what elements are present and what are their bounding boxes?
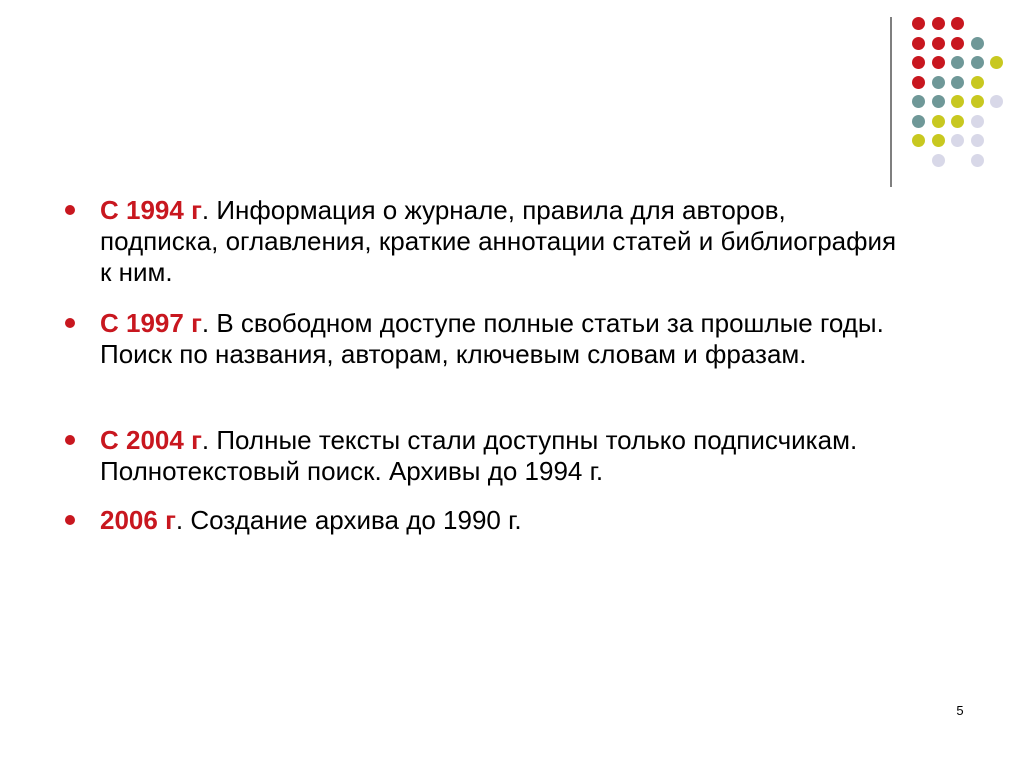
dot-teal-icon [971, 37, 984, 50]
dot-teal-icon [912, 95, 925, 108]
bullet-year: С 2004 г [100, 425, 202, 455]
dot-red-icon [912, 76, 925, 89]
dot-teal-icon [932, 76, 945, 89]
page-number: 5 [956, 703, 964, 718]
bullet-item-1997 [62, 308, 902, 370]
dot-red-icon [932, 56, 945, 69]
bullet-body: . Информация о журнале, правила для авторов, подписка, оглавления, краткие аннотации статей и библиография к ним. [100, 195, 897, 287]
dot-lavender-icon [971, 115, 984, 128]
dot-lavender-icon [971, 134, 984, 147]
dot-lavender-icon [932, 154, 945, 167]
dot-lavender-icon [951, 134, 964, 147]
dot-red-icon [932, 37, 945, 50]
bullet-dot-icon [65, 435, 75, 445]
dot-yellow-icon [971, 76, 984, 89]
dot-red-icon [951, 37, 964, 50]
dot-yellow-icon [912, 134, 925, 147]
bullet-dot-icon [65, 515, 75, 525]
bullet-text [100, 505, 902, 536]
dot-lavender-icon [971, 154, 984, 167]
dot-teal-icon [912, 115, 925, 128]
bullet-year: С 1994 г [100, 195, 202, 225]
bullet-text [100, 308, 902, 370]
dot-yellow-icon [932, 134, 945, 147]
dot-lavender-icon [990, 95, 1003, 108]
dot-grid-decoration [0, 0, 1024, 200]
bullet-item-2004 [62, 425, 902, 487]
dot-yellow-icon [971, 95, 984, 108]
dot-teal-icon [951, 76, 964, 89]
dot-teal-icon [971, 56, 984, 69]
bullet-dot-icon [65, 318, 75, 328]
bullet-item-1994 [62, 195, 902, 288]
dot-red-icon [912, 17, 925, 30]
dot-teal-icon [951, 56, 964, 69]
bullet-body: . Создание архива до 1990 г. [175, 505, 522, 535]
dot-yellow-icon [990, 56, 1003, 69]
dot-yellow-icon [951, 95, 964, 108]
dot-yellow-icon [932, 115, 945, 128]
dot-red-icon [951, 17, 964, 30]
vertical-divider [890, 17, 892, 187]
bullet-body: . В свободном доступе полные статьи за прошлые годы. Поиск по названия, авторам, ключевым словам и фразам. [100, 308, 884, 369]
bullet-body: . Полные тексты стали доступны только подписчикам. Полнотекстовый поиск. Архивы до 1994 г. [100, 425, 858, 486]
bullet-text [100, 195, 902, 288]
bullet-text [100, 425, 902, 487]
dot-red-icon [932, 17, 945, 30]
dot-red-icon [912, 56, 925, 69]
bullet-year: 2006 г [100, 505, 176, 535]
dot-yellow-icon [951, 115, 964, 128]
dot-red-icon [912, 37, 925, 50]
bullet-dot-icon [65, 205, 75, 215]
bullet-item-2006 [62, 505, 902, 536]
dot-teal-icon [932, 95, 945, 108]
bullet-year: С 1997 г [100, 308, 202, 338]
